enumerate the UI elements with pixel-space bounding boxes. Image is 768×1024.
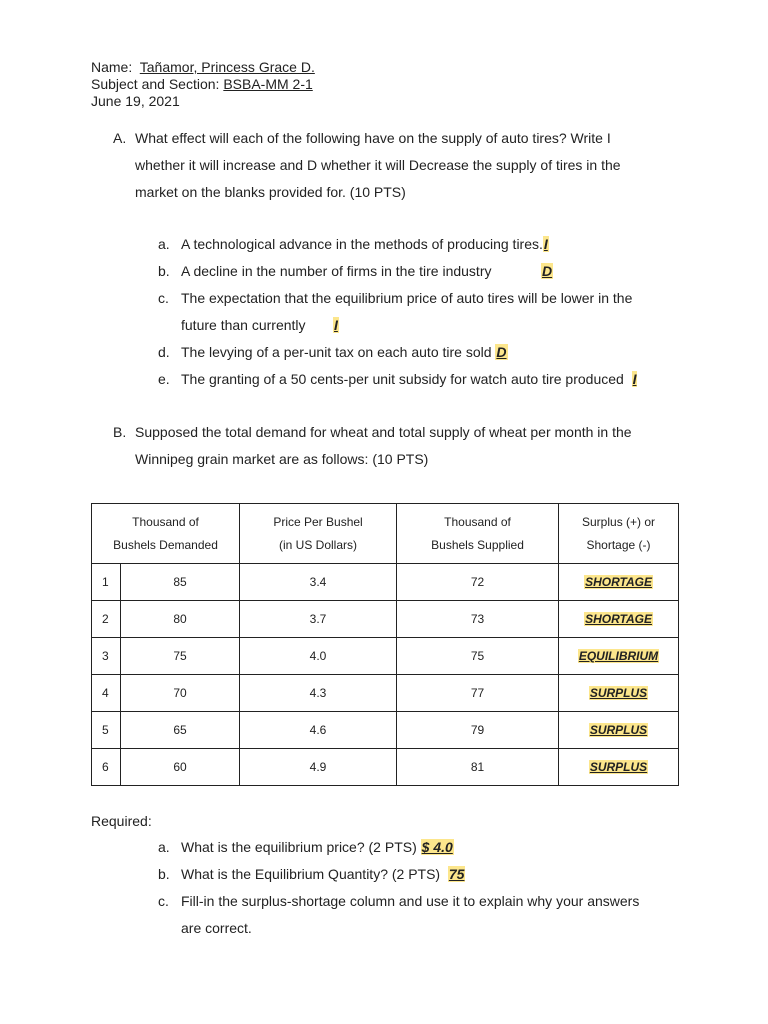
- cell-supplied: 72: [397, 564, 559, 601]
- header-supplied: Thousand of Bushels Supplied: [397, 504, 559, 564]
- required-item: What is the Equilibrium Quantity? (2 PTS) 75: [181, 866, 465, 882]
- section-a: [0, 0, 768, 400]
- item-marker: b.: [158, 263, 170, 279]
- cell-demanded: 85: [121, 564, 240, 601]
- item-marker: c.: [158, 290, 169, 306]
- question-line: Winnipeg grain market are as follows: (10 PTS): [135, 451, 429, 467]
- table-row: [92, 638, 679, 675]
- section-b-marker: B.: [113, 424, 127, 440]
- cell-supplied: 79: [397, 712, 559, 749]
- item-marker: a.: [158, 236, 170, 252]
- cell-demanded: 70: [121, 675, 240, 712]
- subject-value: BSBA-MM 2-1: [223, 76, 313, 92]
- header-demanded: Thousand of Bushels Demanded: [92, 504, 240, 564]
- cell-status: SHORTAGE: [559, 601, 679, 638]
- cell-demanded: 60: [121, 749, 240, 786]
- required-item: What is the equilibrium price? (2 PTS) $ 4.0: [181, 839, 453, 855]
- cell-supplied: 75: [397, 638, 559, 675]
- item-marker: e.: [158, 371, 170, 387]
- row-index: 1: [92, 564, 121, 601]
- subject-label: Subject and Section:: [91, 76, 220, 92]
- answer-highlight: D: [496, 344, 507, 360]
- header-price: Price Per Bushel (in US Dollars): [240, 504, 397, 564]
- item-marker: d.: [158, 344, 170, 360]
- cell-status: SHORTAGE: [559, 564, 679, 601]
- item-text: The granting of a 50 cents-per unit subsidy for watch auto tire produced I: [181, 371, 637, 387]
- item-text: The levying of a per-unit tax on each auto tire sold D: [181, 344, 507, 360]
- cell-price: 3.7: [240, 601, 397, 638]
- cell-status: SURPLUS: [559, 712, 679, 749]
- table-row: [92, 675, 679, 712]
- name-label: Name:: [91, 59, 133, 75]
- date: June 19, 2021: [91, 93, 180, 109]
- answer-highlight: I: [632, 371, 637, 387]
- cell-price: 4.3: [240, 675, 397, 712]
- row-index: 6: [92, 749, 121, 786]
- table-row: [92, 712, 679, 749]
- row-index: 2: [92, 601, 121, 638]
- cell-status: SURPLUS: [559, 749, 679, 786]
- row-index: 5: [92, 712, 121, 749]
- cell-price: 4.0: [240, 638, 397, 675]
- answer-highlight: D: [542, 263, 553, 279]
- cell-supplied: 81: [397, 749, 559, 786]
- answer-highlight: 75: [448, 866, 465, 882]
- row-index: 4: [92, 675, 121, 712]
- table-row: [92, 601, 679, 638]
- item-text: A technological advance in the methods of producing tires.I: [181, 236, 548, 252]
- cell-status: SURPLUS: [559, 675, 679, 712]
- answer-highlight: I: [543, 236, 548, 252]
- answer-highlight: $ 4.0: [421, 839, 453, 855]
- item-text: A decline in the number of firms in the tire industry: [181, 263, 492, 279]
- cell-supplied: 77: [397, 675, 559, 712]
- name-value: Tañamor, Princess Grace D.: [139, 59, 315, 75]
- required-title: Required:: [91, 813, 152, 829]
- item-marker: b.: [158, 866, 170, 882]
- table-row: [92, 564, 679, 601]
- table-row: [92, 749, 679, 786]
- cell-demanded: 65: [121, 712, 240, 749]
- cell-price: 3.4: [240, 564, 397, 601]
- question-line: market on the blanks provided for. (10 PTS): [135, 184, 406, 200]
- cell-demanded: 75: [121, 638, 240, 675]
- required-item-continued: are correct.: [181, 920, 252, 936]
- question-line: What effect will each of the following have on the supply of auto tires? Write I: [135, 130, 611, 146]
- item-marker: a.: [158, 839, 170, 855]
- section-a-marker: A.: [113, 130, 127, 146]
- item-text: The expectation that the equilibrium price of auto tires will be lower in the: [181, 290, 633, 306]
- question-line: Supposed the total demand for wheat and total supply of wheat per month in the: [135, 424, 632, 440]
- cell-demanded: 80: [121, 601, 240, 638]
- cell-price: 4.6: [240, 712, 397, 749]
- cell-supplied: 73: [397, 601, 559, 638]
- header-surplus-shortage: Surplus (+) or Shortage (-): [559, 504, 679, 564]
- cell-price: 4.9: [240, 749, 397, 786]
- cell-status: EQUILIBRIUM: [559, 638, 679, 675]
- item-marker: c.: [158, 893, 169, 909]
- question-line: whether it will increase and D whether it will Decrease the supply of tires in the: [135, 157, 621, 173]
- row-index: 3: [92, 638, 121, 675]
- table-header-row: [92, 504, 679, 564]
- answer-highlight: I: [334, 317, 338, 333]
- supply-demand-table: [91, 503, 679, 786]
- required-item: Fill-in the surplus-shortage column and use it to explain why your answers: [181, 893, 640, 909]
- item-text-continued: future than currently: [181, 317, 306, 333]
